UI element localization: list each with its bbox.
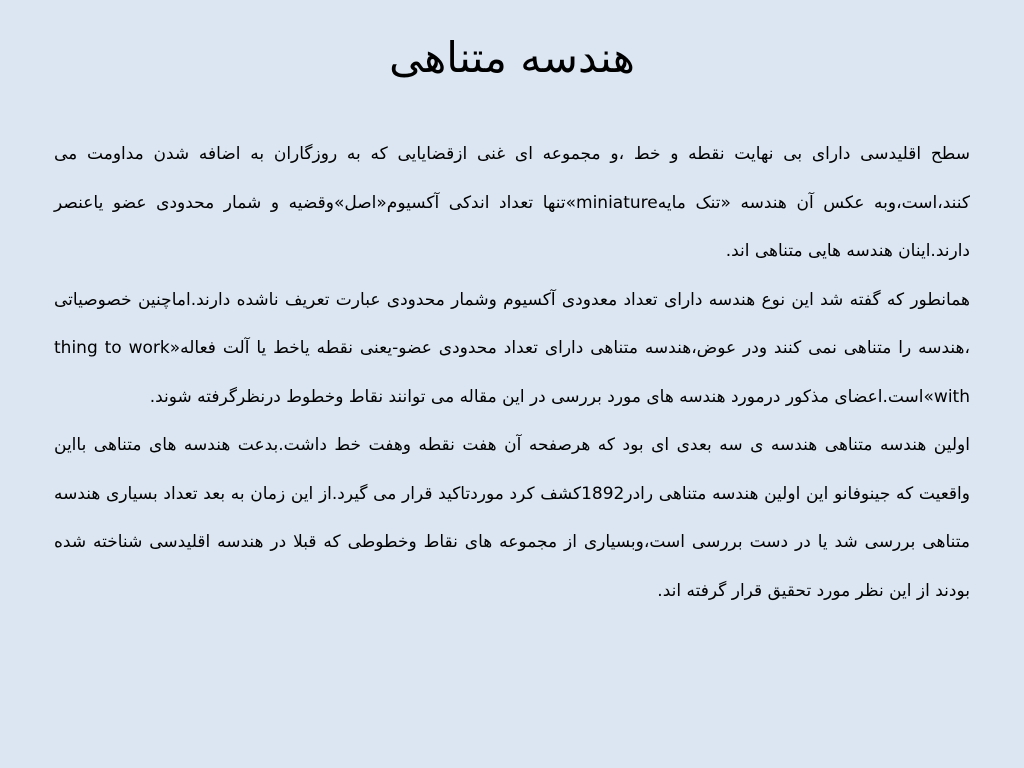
paragraph-3: اولین هندسه متناهی هندسه ی سه بعدی ای بود که هرصفحه آن هفت نقطه وهفت خط داشت.بدعت هندسه های متناهی بااین واقعیت که جینوفانو این اولین هندسه متناهی رادر1892کشف کرد موردتاکید قرار می گیرد.از این زمان به بعد تعداد بسیاری هندسه متناهی بررسی شد یا در دست بررسی است،وبسیاری از مجموعه های نقاط وخطوطی که قبلا در هندسه اقلیدسی شناخته شده بودند از این نظر مورد تحقیق قرار گرفته اند. [54,435,970,601]
paragraph-2: همانطور که گفته شد این نوع هندسه دارای تعداد معدودی آکسیوم وشمار محدودی عبارت تعریف ناشده دارند.اماچنین خصوصیاتی ،هندسه را متناهی نمی کنند ودر عوض،هندسه متناهی دارای تعداد محدودی عضو-یعنی نقطه یاخط یا آلت فعاله«thing to work with»است.اعضای مذکور درمورد هندسه های مورد بررسی در این مقاله می توانند نقاط وخطوط درنظرگرفته شوند. [54,289,970,407]
paragraph-1: سطح اقلیدسی دارای بی نهایت نقطه و خط ،و مجموعه ای غنی ازقضایایی که به روزگاران به اضافه شدن مداومت می کنند،است،وبه عکس آن هندسه «تنک مایهminiature»تنها تعداد اندکی آکسیوم«اصل»وقضیه و شمار محدودی عضو یاعنصر دارند.اینان هندسه هایی متناهی اند. [54,144,970,261]
slide-body [54,130,970,615]
slide-title: هندسه متناهی [389,33,635,82]
